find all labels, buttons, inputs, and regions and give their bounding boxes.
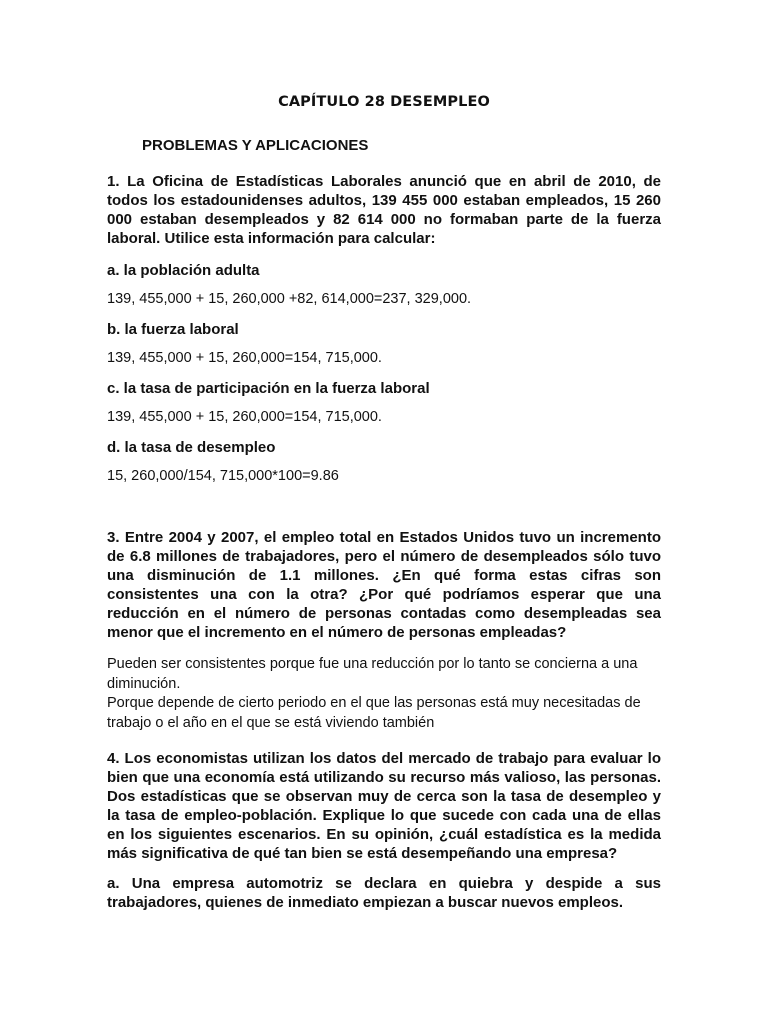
- question-4-text: 4. Los economistas utilizan los datos del mercado de trabajo para evaluar lo bien que una economía está utilizando su recurso más valioso, las personas. Dos estadísticas que se observan muy de cerca son la tasa de desempleo y la tasa de empleo-población. Explique lo que sucede con cada una de ellas en los siguientes escenarios. En su opinión, ¿cuál estadística es la medida más significativa de qué tan bien se está desempeñando una empresa?: [107, 750, 661, 862]
- question-1-text: 1. La Oficina de Estadísticas Laborales anunció que en abril de 2010, de todos los estadounidenses adultos, 139 455 000 estaban empleados, 15 260 000 estaban desempleados y 82 614 000 no formaban parte de la fuerza laboral. Utilice esta información para calcular:: [107, 173, 661, 247]
- question-1d-label: d. la tasa de desempleo: [107, 439, 276, 456]
- question-4a-text: a. Una empresa automotriz se declara en quiebra y despide a sus trabajadores, quienes de inmediato empiezan a buscar nuevos empleos.: [107, 875, 661, 911]
- question-3-text: 3. Entre 2004 y 2007, el empleo total en Estados Unidos tuvo un incremento de 6.8 millones de trabajadores, pero el número de desempleados sólo tuvo una disminución de 1.1 millones. ¿En qué forma estas cifras son consistentes una con la otra? ¿Por qué podríamos esperar que una reducción en el número de personas contadas como desempleadas sea menor que el incremento en el número de personas empleadas?: [107, 529, 661, 641]
- section-title: PROBLEMAS Y APLICACIONES: [142, 137, 369, 154]
- chapter-title: CAPÍTULO 28 DESEMPLEO: [278, 94, 490, 110]
- question-1c-label: c. la tasa de participación en la fuerza laboral: [107, 380, 430, 397]
- question-3-answer-2: Porque depende de cierto periodo en el que las personas está muy necesitadas de trabajo o el año en el que se está viviendo también: [107, 695, 641, 731]
- question-1b-answer: 139, 455,000 + 15, 260,000=154, 715,000.: [107, 350, 382, 366]
- question-1a-answer: 139, 455,000 + 15, 260,000 +82, 614,000=237, 329,000.: [107, 291, 472, 307]
- question-1b-label: b. la fuerza laboral: [107, 321, 239, 338]
- question-1c-answer: 139, 455,000 + 15, 260,000=154, 715,000.: [107, 409, 382, 425]
- question-1a-label: a. la población adulta: [107, 262, 260, 279]
- question-3-answer-1: Pueden ser consistentes porque fue una reducción por lo tanto se concierna a una diminución.: [107, 656, 638, 692]
- question-1d-answer: 15, 260,000/154, 715,000*100=9.86: [107, 468, 339, 484]
